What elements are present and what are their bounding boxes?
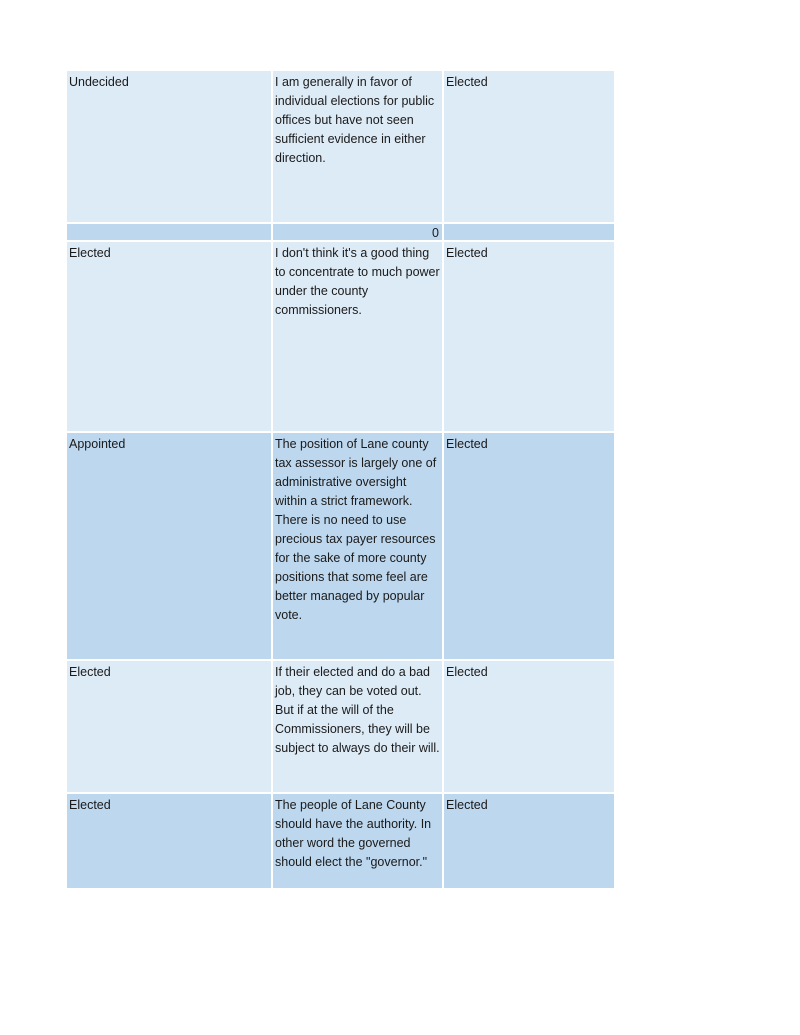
preference-cell[interactable]: Elected <box>446 665 488 679</box>
table-row <box>67 433 614 661</box>
position-cell[interactable]: Elected <box>67 242 273 431</box>
position-cell[interactable]: Appointed <box>67 433 273 659</box>
comment-cell[interactable]: The people of Lane County should have the authority. In other word the governed should elect the "governor." <box>273 794 444 888</box>
preference-cell[interactable]: Elected <box>446 437 488 451</box>
preference-cell[interactable] <box>444 224 614 240</box>
comment-cell[interactable]: 0 <box>273 224 444 240</box>
comment-cell[interactable]: The position of Lane county tax assessor is largely one of administrative oversight within a strict framework. There is no need to use precious tax payer resources for the sake of more county positions that some feel are better managed by popular vote. <box>273 433 444 659</box>
table-row <box>67 661 614 794</box>
table-row <box>67 224 614 242</box>
preference-cell[interactable]: Elected <box>446 75 488 89</box>
position-cell[interactable]: Elected <box>67 661 273 792</box>
preference-cell[interactable]: Elected <box>446 246 488 260</box>
position-cell[interactable] <box>67 224 273 240</box>
comment-cell[interactable]: I am generally in favor of individual elections for public offices but have not seen sufficient evidence in either direction. <box>273 71 444 222</box>
spreadsheet-table <box>67 71 614 888</box>
position-cell[interactable]: Elected <box>67 794 273 888</box>
table-row <box>67 242 614 433</box>
comment-cell[interactable]: I don't think it's a good thing to concentrate to much power under the county commissioners. <box>273 242 444 431</box>
table-row <box>67 71 614 224</box>
comment-cell[interactable]: If their elected and do a bad job, they can be voted out. But if at the will of the Commissioners, they will be subject to always do their will. <box>273 661 444 792</box>
preference-cell[interactable]: Elected <box>446 798 488 812</box>
table-row <box>67 794 614 888</box>
position-cell[interactable]: Undecided <box>67 71 273 222</box>
